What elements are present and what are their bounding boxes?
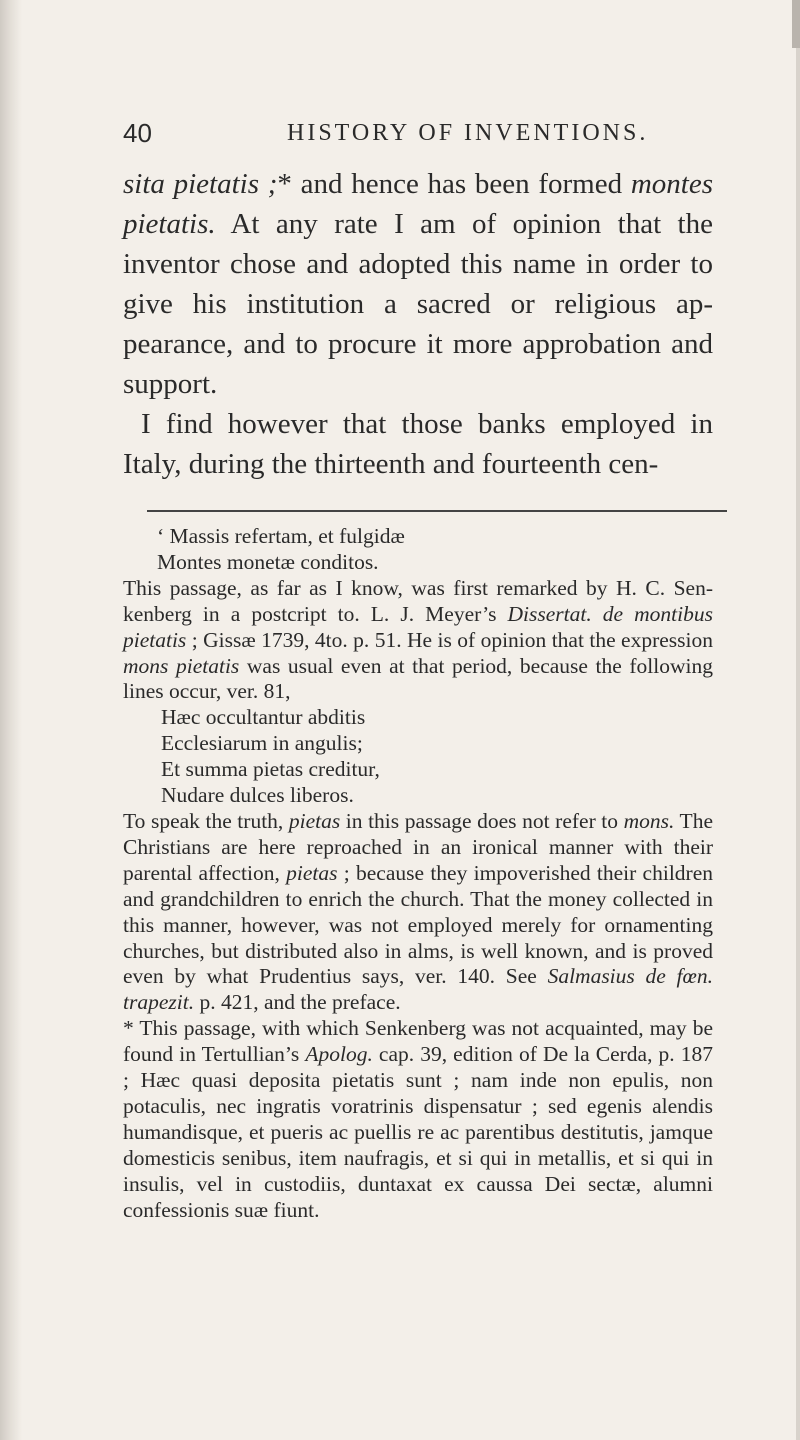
verse-line: Nudare dulces liberos. (161, 783, 354, 808)
text-run: in this passage does not refer to (340, 808, 624, 833)
footnotes (123, 524, 713, 1223)
italic-phrase: Dissertat. de montibus pietatis (123, 601, 713, 652)
footnote-paragraph-2 (123, 809, 713, 1016)
page-gutter-shadow (0, 0, 22, 1440)
text-run: To speak the truth, (123, 808, 289, 833)
italic-phrase: mons. (623, 808, 675, 833)
text-run: ; Gissæ 1739, 4to. p. 51. He is of opinion that the expression (186, 627, 713, 652)
text-run: This passage, as far as I know, was first remarked by H. C. Senkenberg in a postcript to. L. J. Meyer’s (123, 575, 713, 626)
text-run: The Christians are here reproached in an ironical manner with their parental affection, (123, 808, 713, 885)
text-run: was usual even at that period, because the following lines occur, ver. 81, (123, 653, 713, 704)
page-right-edge (796, 0, 800, 1440)
italic-phrase: Apolog. (305, 1042, 373, 1067)
verse-line: Et summa pietas creditur, (161, 757, 380, 782)
verse-line: ‘ Massis refertam, et fulgidæ (157, 524, 405, 548)
text-run: cap. 39, edition of De la Cerda, p. 187 ; Hæc quasi deposita pietatis sunt ; nam inde non epulis, non potaculis, nec ingratis voratrinis dispensatur ; sed egenis alendis humandisque, et pueris ac puellis re ac parentibus destitutis, jamque domesticis senibus, item naufragis, et si qui in metallis, et si qui in insulis, vel in custodiis, duntaxat ex caussa Dei sectæ, alumni confessionis suæ fiunt. (123, 1042, 713, 1222)
page-header (123, 118, 713, 158)
italic-phrase: Salmasius de fœn. trapezit. (123, 964, 713, 1015)
text-run: * This passage, with which Senkenberg was not acquainted, may be found in Tertullian’s (123, 1016, 713, 1067)
italic-phrase: pietas (288, 808, 341, 833)
italic-phrase: sita pietatis ; (123, 168, 278, 200)
verse-line: Ecclesiarum in angulis; (161, 731, 363, 756)
page-number: 40 (123, 118, 152, 148)
italic-phrase: mons pietatis (123, 653, 240, 678)
main-text (123, 164, 713, 484)
verse-line: Montes monetæ conditos. (157, 549, 379, 574)
verse-line: Hæc occultantur abditis (161, 705, 366, 730)
italic-phrase: montes pietatis. (123, 168, 713, 240)
page-corner-mark (792, 0, 800, 48)
main-paragraph-1 (123, 164, 713, 404)
footnote-paragraph-3 (123, 1016, 713, 1223)
running-title: HISTORY OF INVENTIONS. (287, 120, 649, 146)
main-paragraph-2: I find however that those banks employed in Italy, during the thirteenth and fourteenth cen- (123, 408, 713, 480)
italic-phrase: pietas (286, 860, 338, 885)
text-run: At any rate I am of opinion that the inventor chose and adopted this name in order to give his institution a sacred or religious appearance, and to procure it more approbation and support. (123, 208, 713, 400)
text-run: * and hence has been formed (277, 168, 631, 200)
text-run: p. 421, and the preface. (194, 990, 401, 1015)
book-page (123, 118, 713, 1223)
footnote-paragraph-1 (123, 576, 713, 706)
text-run: ; because they impoverished their children and grandchildren to enrich the church. That the money collected in this manner, however, was not employed merely for ornamenting churches, but distributed also in alms, is well known, and is proved even by what Prudentius says, ver. 140. See (123, 860, 713, 989)
footnote-rule (147, 510, 727, 512)
